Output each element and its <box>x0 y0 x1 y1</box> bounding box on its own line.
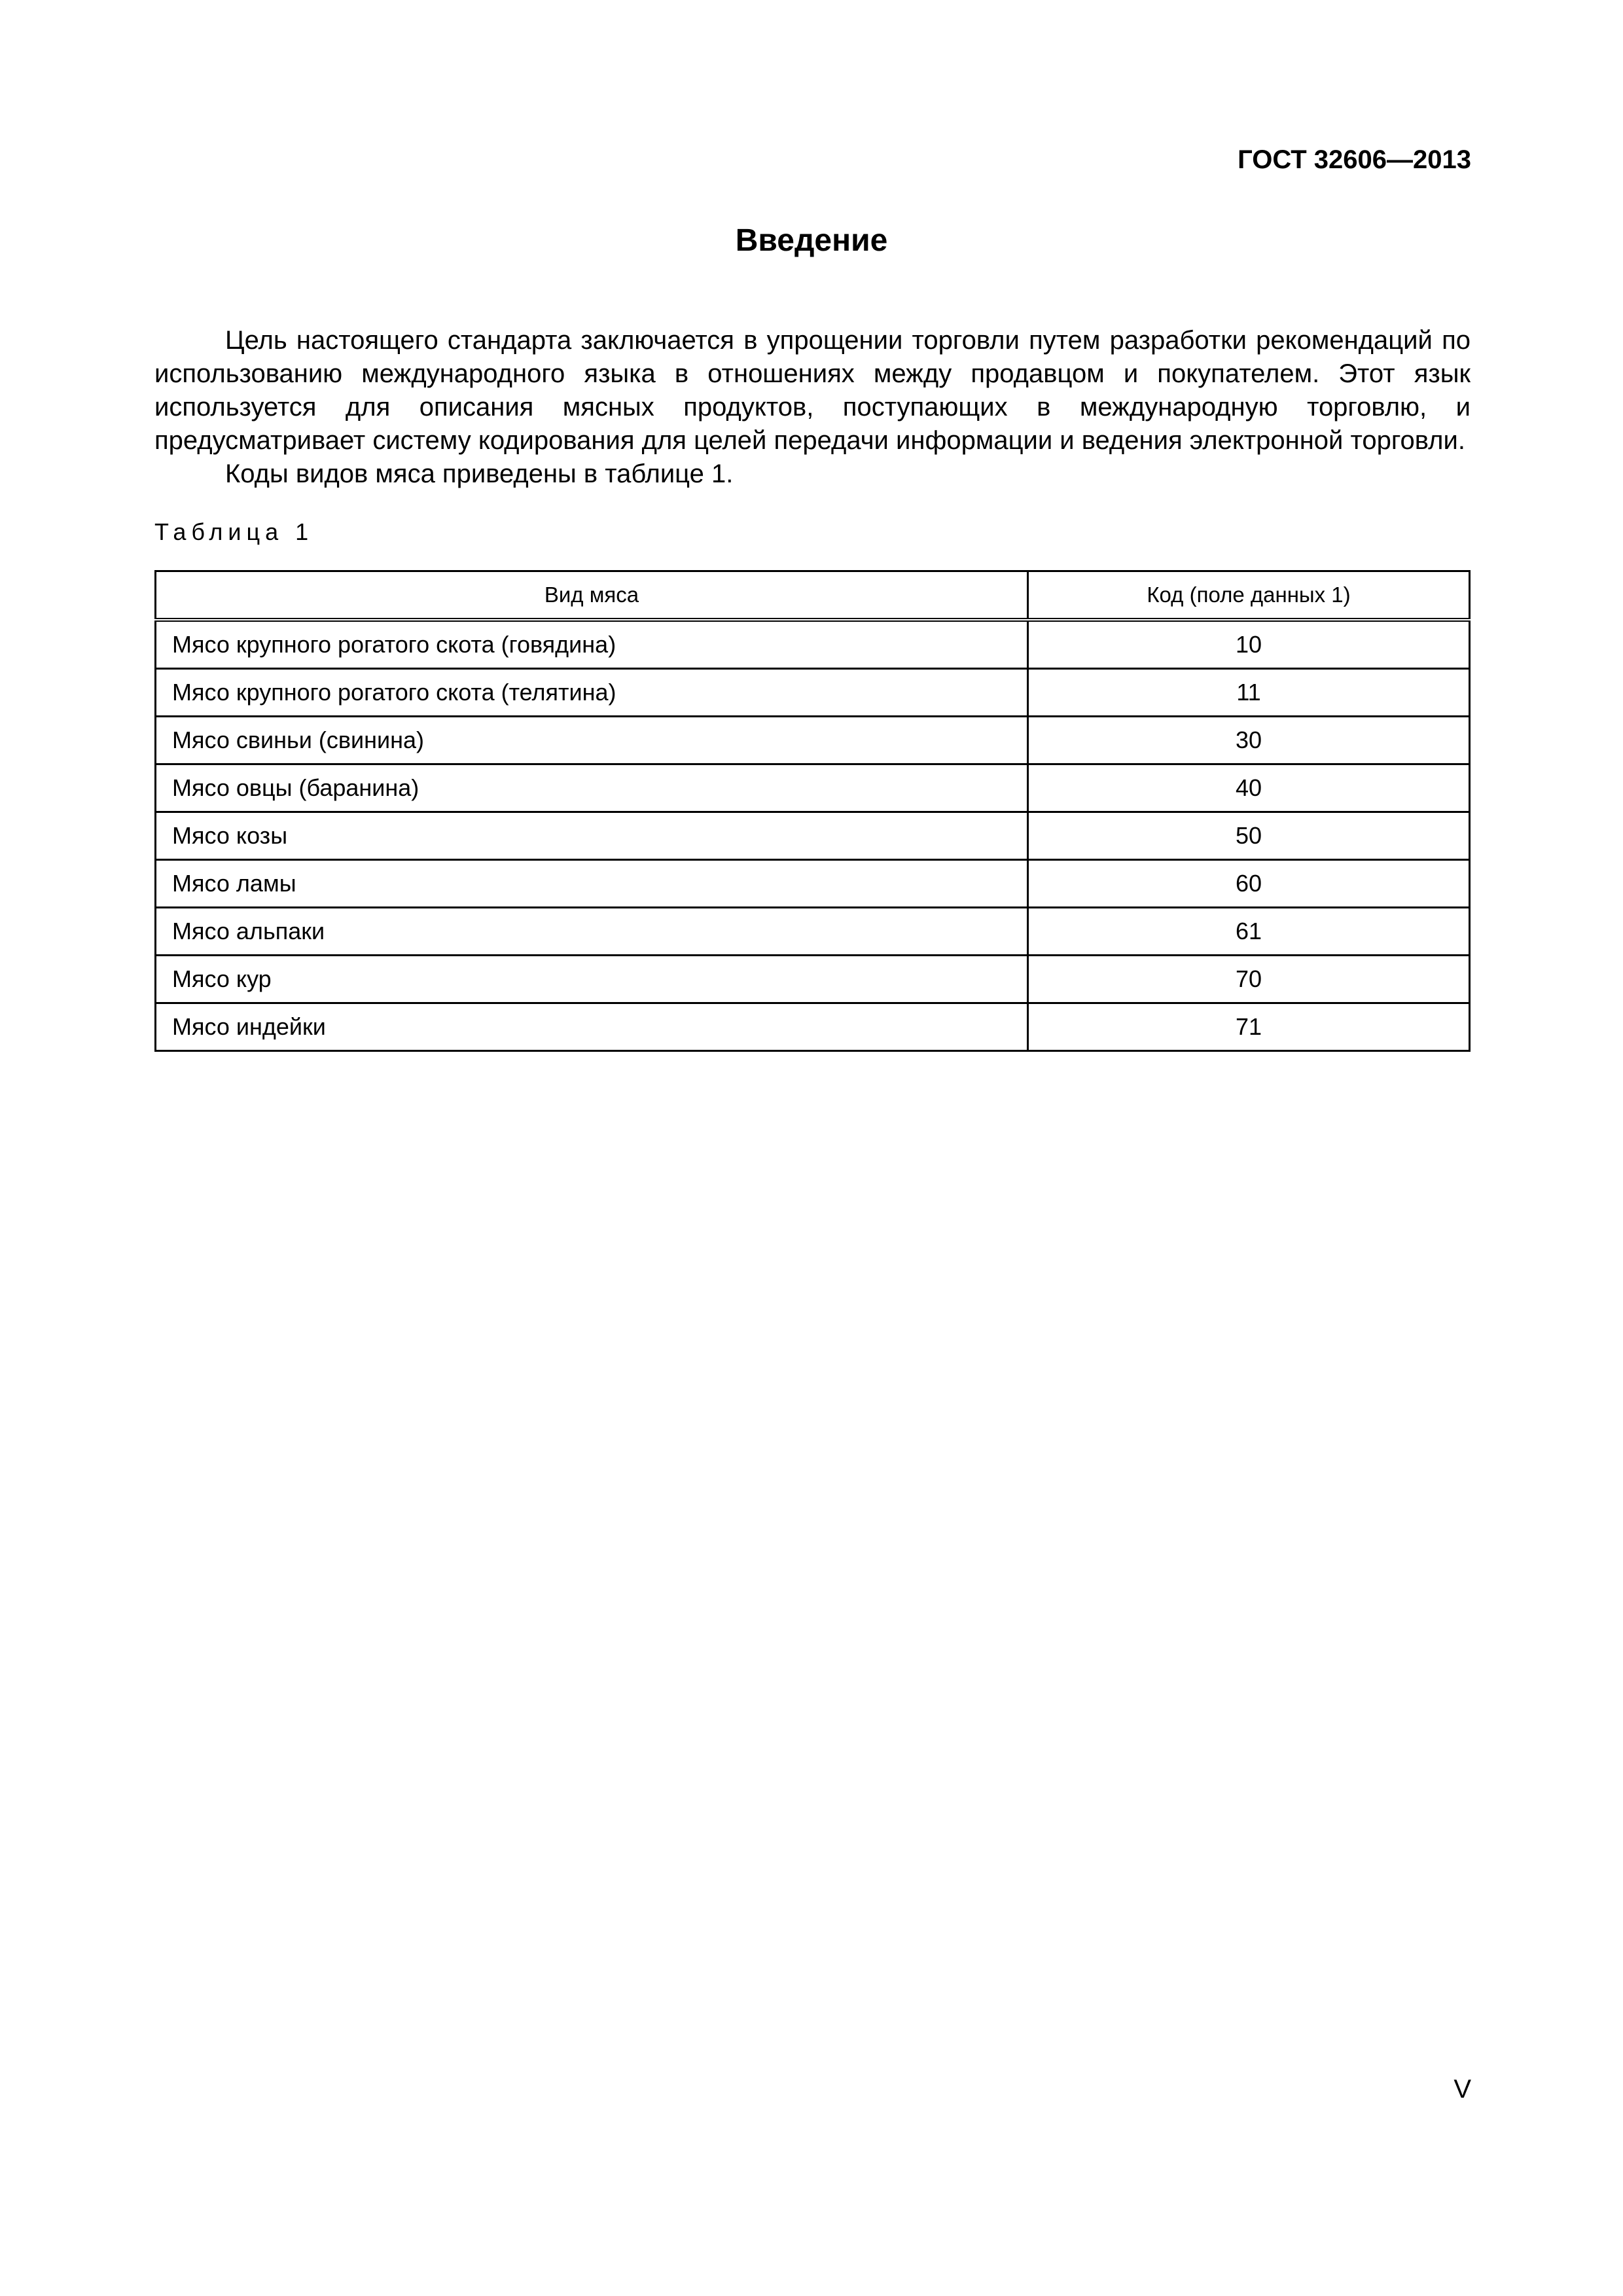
column-header-code: Код (поле данных 1) <box>1028 571 1470 620</box>
intro-paragraph: Коды видов мяса приведены в таблице 1. <box>225 459 734 488</box>
meat-type-cell: Мясо крупного рогатого скота (телятина) <box>156 669 1028 717</box>
meat-type-cell: Мясо ламы <box>156 860 1028 908</box>
table-row <box>156 812 1470 860</box>
meat-type-cell: Мясо индейки <box>156 1003 1028 1051</box>
meat-type-cell: Мясо кур <box>156 956 1028 1003</box>
intro-paragraph: Цель настоящего стандарта заключается в упрощении торговли путем разработки рекомендаций по использованию международного языка в отношениях между продавцом и покупателем. Этот язык используется для описания мясных продуктов, поступающих в международную торговлю, и предусматривает систему кодирования для целей передачи информации и ведения электронной торговли. <box>154 326 1471 455</box>
table-row <box>156 764 1470 812</box>
section-title: Введение <box>735 223 888 258</box>
meat-codes-table <box>154 570 1471 1052</box>
column-header-meat-type: Вид мяса <box>156 571 1028 620</box>
table-row <box>156 669 1470 717</box>
table-header-row <box>156 571 1470 620</box>
table-row <box>156 860 1470 908</box>
table-row <box>156 717 1470 764</box>
table-row <box>156 956 1470 1003</box>
table-caption: Таблица 1 <box>154 518 314 545</box>
meat-code-cell: 11 <box>1028 669 1470 717</box>
meat-code-cell: 60 <box>1028 860 1470 908</box>
meat-code-cell: 71 <box>1028 1003 1470 1051</box>
meat-code-cell: 70 <box>1028 956 1470 1003</box>
meat-type-cell: Мясо свиньи (свинина) <box>156 717 1028 764</box>
meat-code-cell: 50 <box>1028 812 1470 860</box>
meat-type-cell: Мясо крупного рогатого скота (говядина) <box>156 620 1028 669</box>
intro-text <box>154 324 1471 491</box>
meat-code-cell: 61 <box>1028 908 1470 956</box>
meat-type-cell: Мясо альпаки <box>156 908 1028 956</box>
standard-code: ГОСТ 32606—2013 <box>1238 145 1471 174</box>
table-row <box>156 1003 1470 1051</box>
meat-code-cell: 10 <box>1028 620 1470 669</box>
table-row <box>156 908 1470 956</box>
meat-type-cell: Мясо овцы (баранина) <box>156 764 1028 812</box>
table-row <box>156 620 1470 669</box>
meat-code-cell: 40 <box>1028 764 1470 812</box>
page-number: V <box>1454 2075 1471 2104</box>
meat-type-cell: Мясо козы <box>156 812 1028 860</box>
meat-code-cell: 30 <box>1028 717 1470 764</box>
